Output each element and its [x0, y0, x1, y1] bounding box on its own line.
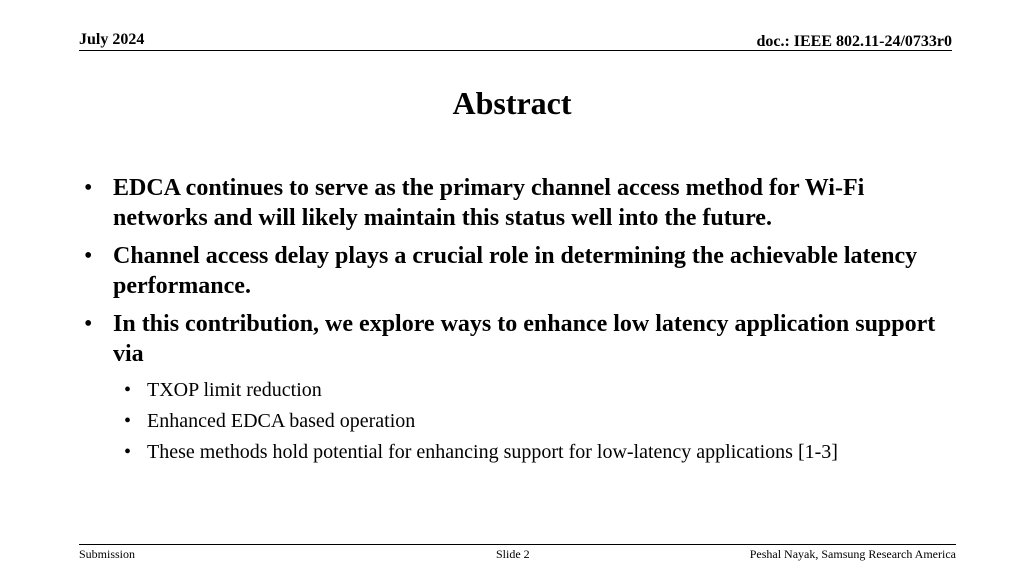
- footer-author: Peshal Nayak, Samsung Research America: [749, 547, 956, 561]
- sub-bullet-list: [84, 377, 944, 465]
- footer-divider: [79, 544, 956, 545]
- bullet-item-2: [84, 241, 944, 301]
- footer-submission: Submission: [79, 547, 136, 561]
- bullet-item-1: [84, 173, 944, 233]
- bullet-item-3: [84, 309, 944, 369]
- header-date: July 2024: [79, 31, 145, 48]
- sub-bullet-text: These methods hold potential for enhancing support for low-latency applications [1-3]: [147, 441, 838, 463]
- sub-bullet-item-3: [84, 439, 944, 465]
- bullet-text: In this contribution, we explore ways to enhance low latency application support via: [113, 311, 936, 367]
- bullet-text: Channel access delay plays a crucial role in determining the achievable latency performance.: [113, 243, 918, 299]
- sub-bullet-marker: •: [124, 379, 132, 401]
- bullet-marker: •: [84, 311, 93, 337]
- bullet-text: EDCA continues to serve as the primary channel access method for Wi-Fi networks and will likely maintain this status well into the future.: [113, 175, 865, 231]
- sub-bullet-group: [84, 377, 944, 465]
- sub-bullet-text: Enhanced EDCA based operation: [147, 410, 416, 432]
- slide-title: Abstract: [452, 85, 572, 121]
- sub-bullet-item-2: [84, 408, 944, 434]
- sub-bullet-marker: •: [124, 441, 132, 463]
- header-divider: [79, 50, 952, 51]
- bullet-list: [84, 173, 944, 470]
- sub-bullet-item-1: [84, 377, 944, 403]
- footer-slide-number: Slide 2: [496, 547, 530, 561]
- header-doc-id: doc.: IEEE 802.11-24/0733r0: [756, 33, 952, 50]
- bullet-marker: •: [84, 175, 93, 201]
- bullet-marker: •: [84, 243, 93, 269]
- sub-bullet-marker: •: [124, 410, 132, 432]
- sub-bullet-text: TXOP limit reduction: [147, 379, 322, 401]
